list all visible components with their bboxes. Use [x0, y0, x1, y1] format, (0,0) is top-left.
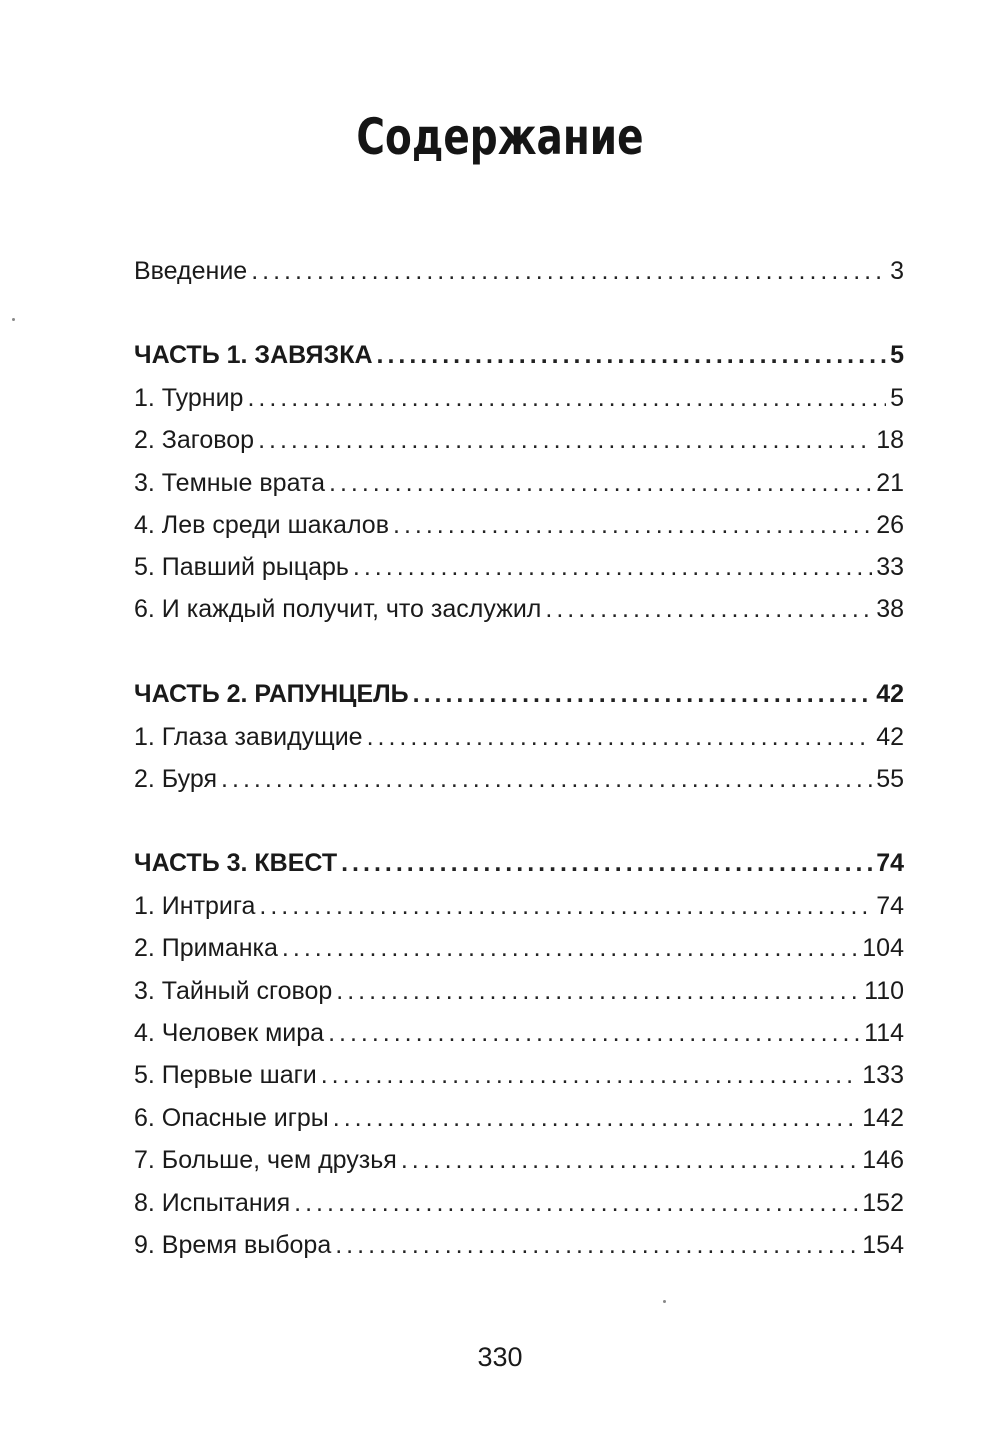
toc-entry-page: 146 — [862, 1146, 904, 1174]
toc-entry-intro[interactable] — [134, 254, 904, 288]
toc-entry[interactable] — [134, 1186, 904, 1220]
toc-entry[interactable] — [134, 974, 904, 1008]
toc-leader-dots — [221, 762, 872, 796]
toc-leader-dots — [294, 1186, 858, 1220]
toc-entry-label: 2. Заговор — [134, 426, 255, 454]
toc-entry-label: 5. Первые шаги — [134, 1061, 317, 1089]
toc-part-page: 42 — [876, 680, 904, 708]
toc-leader-dots — [336, 974, 860, 1008]
toc-entry-page: 3 — [890, 257, 904, 285]
toc-leader-dots — [333, 1101, 859, 1135]
toc-entry[interactable] — [134, 1228, 904, 1262]
page-number: 330 — [477, 1342, 523, 1372]
toc-entry-label: 1. Турнир — [134, 384, 244, 412]
toc-entry-label: 9. Время выбора — [134, 1231, 332, 1259]
toc-leader-dots — [258, 423, 872, 457]
toc-entry-label: 1. Глаза завидущие — [134, 723, 363, 751]
toc-entry-label: 6. И каждый получит, что заслужил — [134, 595, 542, 623]
toc-leader-dots — [413, 677, 873, 711]
toc-part-heading[interactable] — [134, 338, 904, 372]
toc-entry-label: 5. Павший рыцарь — [134, 553, 349, 581]
toc-leader-dots — [367, 720, 873, 754]
toc-entry-page: 74 — [876, 892, 904, 920]
toc-entry[interactable] — [134, 889, 904, 923]
toc-entry[interactable] — [134, 762, 904, 796]
toc-entry[interactable] — [134, 1058, 904, 1092]
toc-entry[interactable] — [134, 720, 904, 754]
toc-entry-page: 33 — [876, 553, 904, 581]
toc-entry-page: 21 — [876, 469, 904, 497]
toc-leader-dots — [335, 1228, 858, 1262]
toc-part-label: ЧАСТЬ 3. КВЕСТ — [134, 849, 338, 877]
toc-entry-page: 26 — [876, 511, 904, 539]
toc-entry-label: 2. Буря — [134, 765, 218, 793]
toc-entry[interactable] — [134, 592, 904, 626]
toc-entry-page: 42 — [876, 723, 904, 751]
toc-part-page: 5 — [890, 341, 904, 369]
toc-entry-label: 6. Опасные игры — [134, 1104, 329, 1132]
print-speck — [12, 318, 15, 321]
print-speck — [663, 1300, 666, 1303]
toc-entry[interactable] — [134, 381, 904, 415]
toc-leader-dots — [328, 1016, 860, 1050]
toc-leader-dots — [377, 338, 887, 372]
toc-entry[interactable] — [134, 466, 904, 500]
toc-entry-page: 154 — [862, 1231, 904, 1259]
toc-leader-dots — [393, 508, 872, 542]
toc-entry-page: 55 — [876, 765, 904, 793]
toc-leader-dots — [321, 1058, 859, 1092]
toc-entry[interactable] — [134, 1101, 904, 1135]
toc-part-heading[interactable] — [134, 677, 904, 711]
toc-entry-page: 152 — [862, 1189, 904, 1217]
toc-entry-page: 110 — [864, 977, 904, 1005]
toc-leader-dots — [329, 466, 872, 500]
toc-entry-page: 104 — [862, 934, 904, 962]
toc-entry[interactable] — [134, 423, 904, 457]
toc-entry-label: 4. Человек мира — [134, 1019, 325, 1047]
toc-entry-page: 133 — [862, 1061, 904, 1089]
toc-entry-label: 2. Приманка — [134, 934, 278, 962]
toc-leader-dots — [353, 550, 872, 584]
page-title: Содержание — [356, 108, 644, 166]
toc-part-page: 74 — [876, 849, 904, 877]
toc-entry-label: 3. Тайный сговор — [134, 977, 333, 1005]
toc-part-heading[interactable] — [134, 846, 904, 880]
toc-part-label: ЧАСТЬ 2. РАПУНЦЕЛЬ — [134, 680, 409, 708]
toc-entry-label: 8. Испытания — [134, 1189, 291, 1217]
toc-entry[interactable] — [134, 1016, 904, 1050]
toc-entry-label: 4. Лев среди шакалов — [134, 511, 389, 539]
toc-leader-dots — [251, 254, 886, 288]
toc-part-label: ЧАСТЬ 1. ЗАВЯЗКА — [134, 341, 373, 369]
toc-entry[interactable] — [134, 550, 904, 584]
toc-leader-dots — [259, 889, 872, 923]
toc-entry-page: 18 — [876, 426, 904, 454]
toc-entry[interactable] — [134, 931, 904, 965]
toc-entry-label: 7. Больше, чем друзья — [134, 1146, 397, 1174]
toc-leader-dots — [401, 1143, 858, 1177]
toc-entry-page: 142 — [862, 1104, 904, 1132]
toc-entry-label: Введение — [134, 257, 248, 285]
toc-entry[interactable] — [134, 1143, 904, 1177]
toc-leader-dots — [282, 931, 858, 965]
toc-leader-dots — [545, 592, 872, 626]
toc-entry-label: 3. Темные врата — [134, 469, 325, 497]
toc-entry[interactable] — [134, 508, 904, 542]
toc-entry-page: 114 — [864, 1019, 904, 1047]
toc-leader-dots — [341, 846, 872, 880]
toc-leader-dots — [247, 381, 886, 415]
toc-entry-page: 38 — [876, 595, 904, 623]
toc-entry-label: 1. Интрига — [134, 892, 256, 920]
toc-entry-page: 5 — [890, 384, 904, 412]
